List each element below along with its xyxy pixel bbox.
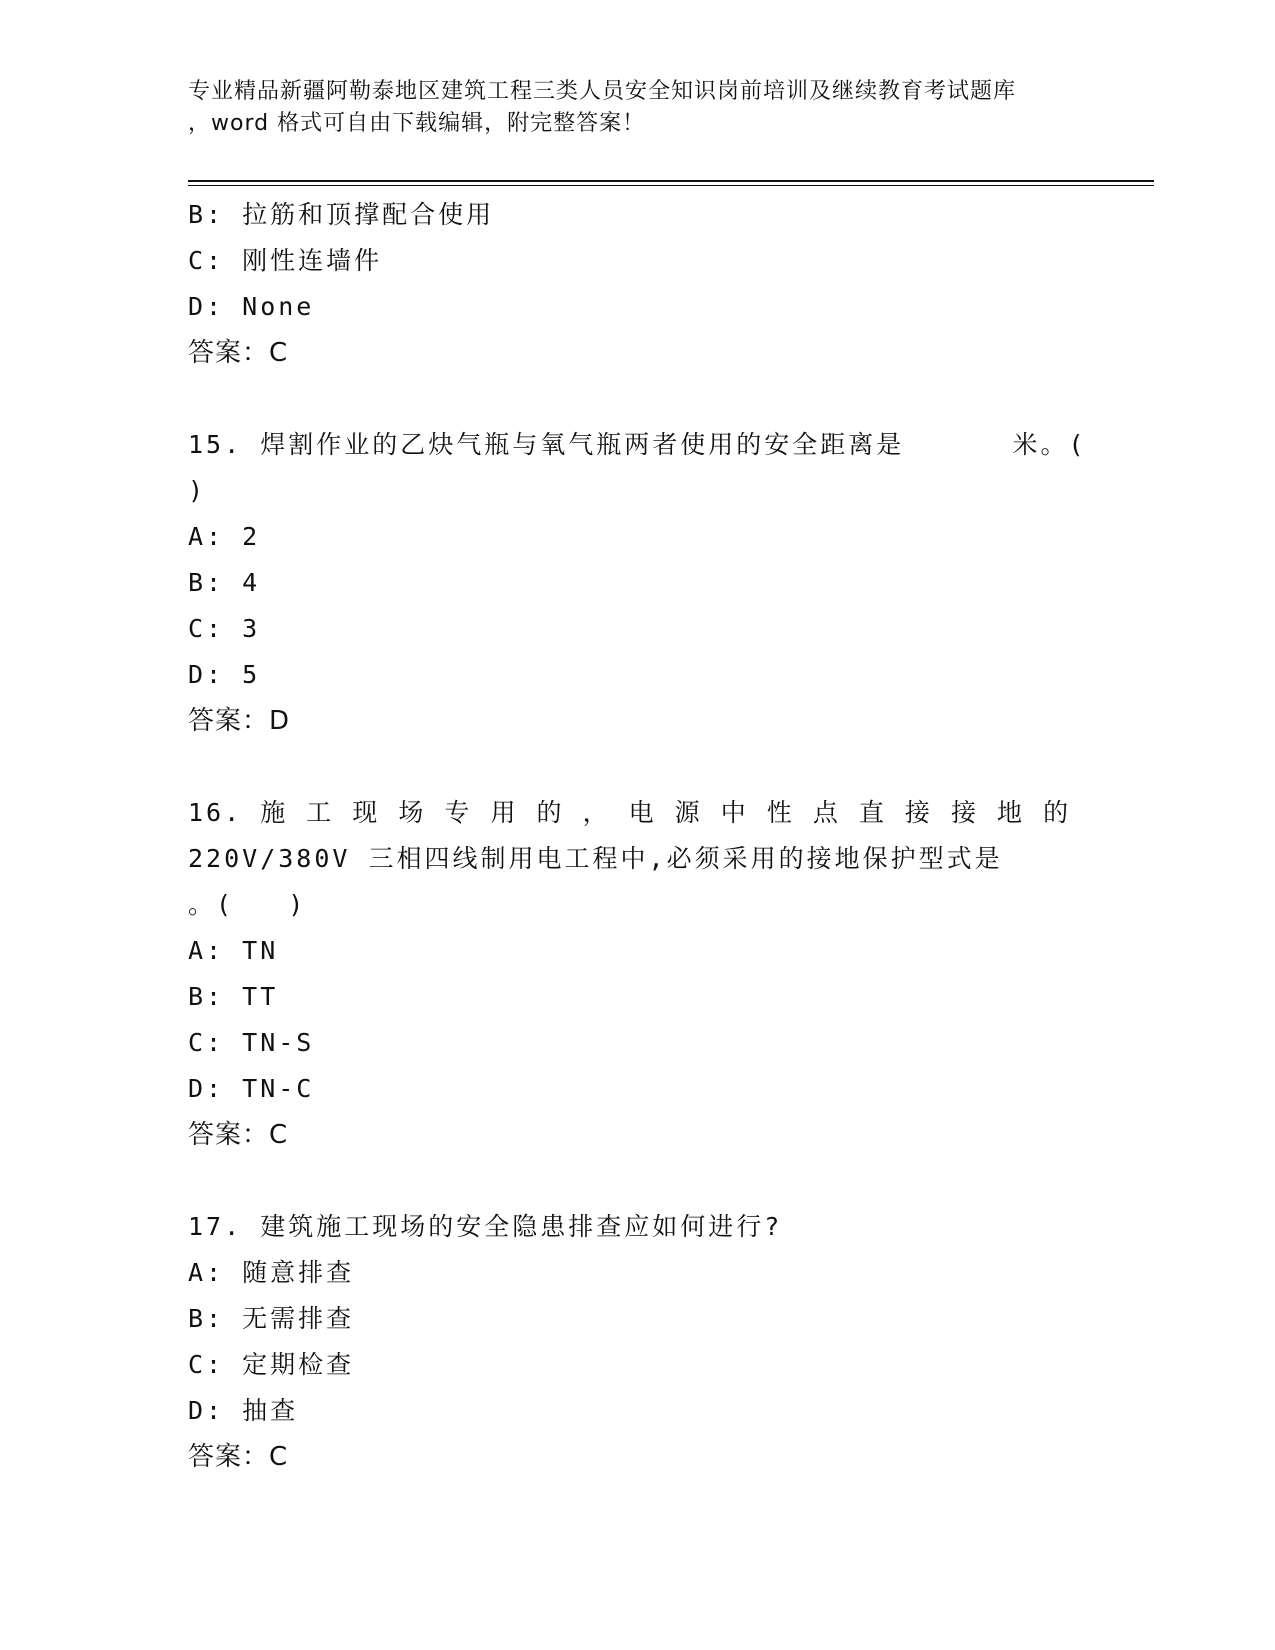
option-c: C: 刚性连墙件 (188, 246, 383, 275)
question-text: 17. 建筑施工现场的安全隐患排查应如何进行? (188, 1212, 783, 1241)
option-b: B: 拉筋和顶撑配合使用 (188, 200, 495, 229)
option-b: B: 4 (188, 568, 261, 597)
question-content (188, 192, 1087, 1480)
question-text-end: 。( ) (188, 890, 307, 919)
header-rule-thick (188, 180, 1154, 182)
spacer (188, 376, 1078, 422)
header-rule-thin (188, 185, 1154, 186)
question-text: 15. 焊割作业的乙炔气瓶与氧气瓶两者使用的安全距离是 米。( (188, 430, 1087, 459)
option-a: A: 随意排查 (188, 1258, 355, 1287)
question-text-cont: 220V/380V 三相四线制用电工程中,必须采用的接地保护型式是 (188, 844, 1003, 873)
option-b: B: TT (188, 982, 279, 1011)
option-d: D: 抽查 (188, 1396, 299, 1425)
spacer (188, 1158, 1078, 1204)
option-a: A: TN (188, 936, 279, 965)
answer-label: 答案：D (188, 706, 291, 736)
option-a: A: 2 (188, 522, 261, 551)
spacer (188, 744, 1078, 790)
answer-label: 答案：C (188, 338, 289, 368)
question-17 (188, 1204, 1078, 1480)
question-16 (188, 790, 1078, 1158)
option-c: C: 定期检查 (188, 1350, 355, 1379)
option-d: D: None (188, 292, 315, 321)
header-title: 专业精品新疆阿勒泰地区建筑工程三类人员安全知识岗前培训及继续教育考试题库 (188, 79, 1017, 104)
document-header (188, 76, 1128, 140)
header-subtitle: ，word 格式可自由下载编辑，附完整答案！ (188, 111, 646, 136)
option-d: D: TN-C (188, 1074, 315, 1103)
option-c: C: TN-S (188, 1028, 315, 1057)
question-text-cont: ) (188, 476, 207, 505)
prev-question-tail (188, 192, 1078, 376)
option-c: C: 3 (188, 614, 261, 643)
option-d: D: 5 (188, 660, 261, 689)
answer-label: 答案：C (188, 1120, 289, 1150)
answer-label: 答案：C (188, 1442, 289, 1472)
question-text: 16. 施 工 现 场 专 用 的 ， 电 源 中 性 点 直 接 接 地 的 (188, 798, 1072, 827)
option-b: B: 无需排查 (188, 1304, 355, 1333)
question-15 (188, 422, 1087, 744)
